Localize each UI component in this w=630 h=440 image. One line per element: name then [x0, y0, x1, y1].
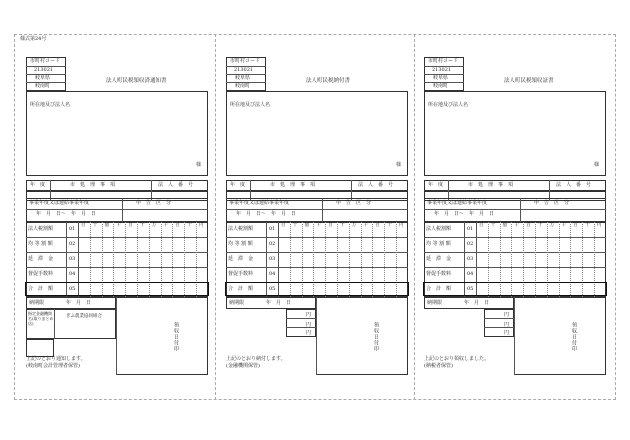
amount-row-label: 均 等 割 額 [228, 241, 253, 247]
rule-line [424, 237, 606, 238]
rule-line [226, 267, 408, 268]
prefecture-name: 岐阜県 [433, 75, 449, 81]
digit-header: 万 [549, 223, 555, 228]
yen-label: 円 [504, 330, 510, 336]
prefecture-name: 岐阜県 [35, 75, 51, 81]
address-label: 所在地及び法人名 [230, 102, 271, 108]
digit-header: 十 [92, 223, 98, 228]
address-label: 所在地及び法人名 [30, 102, 71, 108]
declaration-label: 申 告 区 分 [336, 200, 372, 206]
digit-header: 十 [538, 223, 543, 228]
rule-line [520, 198, 521, 222]
rule-line [286, 318, 316, 319]
code-label: 市町村コード [428, 58, 459, 64]
amount-row-label: 延 滞 金 [228, 256, 254, 262]
town-name: 岐南町 [35, 83, 51, 89]
yen-label: 円 [504, 312, 510, 318]
amount-row-label: 均 等 割 額 [28, 241, 53, 247]
amount-row-number: 02 [467, 241, 474, 247]
rule-line [151, 180, 152, 191]
receipt-stamp-label: 領収日付印 [373, 322, 379, 352]
rule-line [286, 327, 316, 328]
amount-row-label: 合 計 額 [28, 286, 54, 292]
form-title: 法人町民税領収証書 [504, 78, 554, 84]
footer-note: 上記のとおり納付します。 [226, 356, 286, 362]
digit-header: 十 [140, 223, 145, 228]
corp-number-label: 法 人 番 号 [158, 182, 194, 188]
form-number: 様式第24号 [20, 36, 47, 42]
amount-row-number: 03 [269, 256, 276, 262]
rule-line [322, 198, 323, 222]
rule-line [424, 267, 606, 268]
rule-line [122, 198, 123, 222]
town-name: 岐南町 [433, 83, 449, 89]
digit-header: 百 [128, 223, 133, 228]
receipt-stamp-label: 領収日付印 [173, 322, 179, 352]
period-range: 年 月 日〜 年 月 日 [236, 211, 297, 217]
prefecture-name: 岐阜県 [235, 75, 251, 81]
receipt-stamp-box [116, 297, 208, 375]
yen-box [286, 309, 316, 337]
digit-header: 百 [573, 223, 578, 228]
amount-row-number: 05 [467, 286, 474, 292]
digit-header: 億 [304, 223, 310, 228]
due-date-label: 納期限 [427, 300, 443, 306]
rule-line [116, 297, 117, 375]
year-label: 年 度 [230, 182, 246, 188]
municipality-code: 213021 [234, 67, 254, 73]
digit-header: 円 [199, 223, 204, 228]
yen-box [484, 309, 514, 337]
digit-header: 十 [187, 223, 192, 228]
matter-label: 市 処 理 事 項 [468, 182, 514, 188]
due-date-value: 年 月 日 [266, 300, 292, 306]
digit-header: 十 [490, 223, 496, 228]
amount-row-number: 04 [467, 271, 474, 277]
amount-row-number: 03 [467, 256, 474, 262]
amount-row-number: 03 [69, 256, 76, 262]
rule-line [26, 237, 208, 238]
amount-row-label: 法人税割額 [426, 226, 452, 232]
amount-row-number: 05 [269, 286, 276, 292]
rule-line [316, 297, 317, 375]
bank-name: ぎふ農業協同組合 [66, 314, 102, 319]
digit-header: 億 [104, 223, 110, 228]
digit-header: 千 [116, 223, 121, 228]
honorific-label: 様 [396, 162, 402, 168]
digit-header: 千 [163, 223, 169, 228]
period-label: 事業年度又は連結事業年度 [427, 200, 488, 206]
honorific-label: 様 [196, 162, 202, 168]
footer-note: 上記のとおり通知します。 [26, 356, 86, 362]
receipt-stamp-box [316, 297, 408, 375]
municipality-code: 213021 [34, 67, 54, 73]
digit-header: 千 [514, 223, 519, 228]
amount-row-label: 督促手数料 [28, 271, 54, 277]
honorific-label: 様 [594, 162, 600, 168]
rule-line [226, 209, 408, 210]
amount-row-number: 01 [69, 226, 76, 232]
rule-line [484, 318, 514, 319]
total-row-highlight [423, 282, 607, 296]
digit-header: 百 [526, 223, 531, 228]
code-label: 市町村コード [30, 58, 61, 64]
digit-header: 十 [585, 223, 590, 228]
summary-box [26, 339, 54, 357]
amount-row-label: 均 等 割 額 [426, 241, 451, 247]
rule-line [226, 252, 408, 253]
rule-line [424, 252, 606, 253]
period-label: 事業年度又は連結事業年度 [29, 200, 90, 206]
rule-line [448, 180, 449, 191]
digit-header: 百 [281, 223, 286, 228]
corp-number-label: 法 人 番 号 [358, 182, 394, 188]
code-label: 市町村コード [230, 58, 261, 64]
digit-header: 千 [363, 223, 369, 228]
digit-header: 万 [351, 223, 357, 228]
amount-row-label: 合 計 額 [426, 286, 452, 292]
amount-row-number: 04 [69, 271, 76, 277]
amount-row-label: 合 計 額 [228, 286, 254, 292]
yen-label: 円 [306, 322, 312, 328]
digit-header: 百 [328, 223, 333, 228]
digit-header: 十 [340, 223, 345, 228]
digit-header: 円 [597, 223, 602, 228]
bank-label: 指定金融機関名(取りまとめ店) [28, 311, 54, 327]
digit-header: 億 [502, 223, 508, 228]
digit-header: 千 [561, 223, 567, 228]
declaration-label: 申 告 区 分 [136, 200, 172, 206]
due-date-label: 納期限 [29, 300, 45, 306]
yen-label: 円 [306, 312, 312, 318]
yen-label: 円 [306, 330, 312, 336]
digit-header: 百 [375, 223, 380, 228]
corp-number-label: 法 人 番 号 [556, 182, 592, 188]
period-range: 年 月 日〜 年 月 日 [434, 211, 495, 217]
amount-row-number: 01 [269, 226, 276, 232]
address-label: 所在地及び法人名 [428, 102, 469, 108]
amount-row-number: 02 [69, 241, 76, 247]
panel-divider [215, 34, 216, 400]
amount-row-label: 法人税割額 [28, 226, 54, 232]
due-date-value: 年 月 日 [66, 300, 92, 306]
period-label: 事業年度又は連結事業年度 [229, 200, 290, 206]
period-range: 年 月 日〜 年 月 日 [36, 211, 97, 217]
year-label: 年 度 [428, 182, 444, 188]
receipt-stamp-box [514, 297, 606, 375]
rule-line [26, 209, 208, 210]
digit-header: 十 [387, 223, 392, 228]
rule-line [54, 309, 55, 339]
total-row-highlight [225, 282, 409, 296]
rule-line [26, 252, 208, 253]
municipality-code: 213021 [432, 67, 452, 73]
amount-row-label: 督促手数料 [426, 271, 452, 277]
footer-note: 上記のとおり領収しました。 [424, 356, 490, 362]
rule-line [514, 297, 515, 375]
panel-divider [414, 34, 415, 400]
digit-header: 十 [292, 223, 298, 228]
form-title: 法人町民税領収済通知書 [106, 78, 167, 84]
town-name: 岐南町 [235, 83, 251, 89]
footer-keeper: (岐南町会計管理者保管) [26, 363, 80, 369]
rule-line [26, 267, 208, 268]
rule-line [549, 180, 550, 191]
amount-row-number: 02 [269, 241, 276, 247]
amount-row-label: 督促手数料 [228, 271, 254, 277]
rule-line [484, 327, 514, 328]
declaration-label: 申 告 区 分 [534, 200, 570, 206]
rule-line [50, 180, 51, 191]
footer-keeper: (金融機関保管) [226, 363, 260, 369]
amount-row-label: 延 滞 金 [28, 256, 54, 262]
rule-line [250, 180, 251, 191]
amount-row-label: 法人税割額 [228, 226, 254, 232]
rule-line [226, 237, 408, 238]
amount-row-label: 延 滞 金 [426, 256, 452, 262]
digit-header: 円 [399, 223, 404, 228]
amount-row-number: 04 [269, 271, 276, 277]
total-row-highlight [25, 282, 209, 296]
matter-label: 市 処 理 事 項 [270, 182, 316, 188]
digit-header: 千 [316, 223, 321, 228]
rule-line [351, 180, 352, 191]
year-label: 年 度 [30, 182, 46, 188]
digit-header: 百 [81, 223, 86, 228]
receipt-stamp-label: 領収日付印 [571, 322, 577, 352]
footer-keeper: (納税者保管) [424, 363, 453, 369]
digit-header: 百 [479, 223, 484, 228]
due-date-value: 年 月 日 [464, 300, 490, 306]
digit-header: 百 [175, 223, 180, 228]
amount-row-number: 01 [467, 226, 474, 232]
amount-row-number: 05 [69, 286, 76, 292]
yen-label: 円 [504, 322, 510, 328]
due-date-label: 納期限 [229, 300, 245, 306]
form-title: 法人町民税納付書 [306, 78, 351, 84]
matter-label: 市 処 理 事 項 [70, 182, 116, 188]
rule-line [424, 209, 606, 210]
digit-header: 万 [151, 223, 157, 228]
